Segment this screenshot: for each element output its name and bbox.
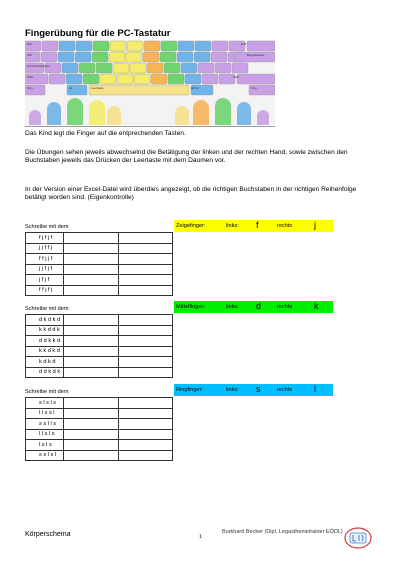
right-key: k: [314, 301, 319, 311]
keyboard-key: [212, 41, 228, 51]
answer-cell[interactable]: [118, 254, 172, 265]
paragraph-3: In der Version einer Excel-Datei wird überdies angezeigt, ob die richtigen Buchstaben in der richtigen Reihenfolge betätigt worden sind. (Eigenkontrolle): [25, 186, 357, 202]
answer-cell[interactable]: [64, 264, 118, 275]
links-label: links:: [226, 304, 239, 310]
answer-cell[interactable]: [64, 275, 118, 286]
key-label-enter: Eingabetaste: [247, 53, 265, 57]
answer-cell[interactable]: [64, 450, 118, 461]
key-label-ctrl-left: Strg: [27, 86, 33, 90]
keyboard-key: [113, 63, 129, 73]
keyboard-key: [62, 63, 78, 73]
answer-cell[interactable]: [118, 285, 172, 296]
answer-cell[interactable]: [64, 440, 118, 451]
exercise-word: s s l s l: [26, 450, 64, 461]
answer-cell[interactable]: [118, 346, 172, 357]
exercise-word: k d k d: [26, 357, 64, 368]
fingertip: [193, 100, 209, 125]
exercise-word: k k d d k: [26, 325, 64, 336]
fingertip: [29, 110, 41, 125]
exercise-word: s s l l s: [26, 419, 64, 430]
keyboard-key: [75, 52, 91, 62]
exercise-word: l l s s l: [26, 408, 64, 419]
keyboard-key: [195, 41, 211, 51]
keyboard-key: [164, 63, 180, 73]
answer-cell[interactable]: [118, 398, 172, 409]
finger-name: Mittelfinger:: [176, 304, 205, 310]
key-label-esc: Esc: [27, 42, 33, 46]
keyboard-key: [143, 52, 159, 62]
keyboard-key: [232, 63, 248, 73]
paragraph-1: Das Kind legt die Finger auf die entprechenden Tasten.: [25, 130, 186, 137]
left-key: d: [256, 301, 262, 311]
key-label-alt: Alt: [69, 86, 73, 90]
answer-cell[interactable]: [118, 325, 172, 336]
exercise-1-header: [174, 220, 333, 232]
answer-cell[interactable]: [118, 419, 172, 430]
keyboard-key: [76, 41, 92, 51]
exercise-2-prompt: Schreibe mit dem: [25, 306, 69, 312]
answer-cell[interactable]: [118, 233, 172, 244]
author-credit: Burkhard Becker (Dipl. Legasthenietrainer EÖDL): [222, 529, 343, 535]
answer-cell[interactable]: [64, 346, 118, 357]
keyboard-key: [185, 74, 201, 84]
keyboard-key: [89, 85, 189, 95]
answer-cell[interactable]: [118, 357, 172, 368]
keyboard-key: [59, 41, 75, 51]
exercise-word: j j f f j: [26, 243, 64, 254]
paragraph-2: Die Übungen sehen jeweils abwechselnd die Betätigung der linken und der rechten Hand, sowie zwischen den Buchstaben jeweils das Drücken der Leertaste mit dem Daumen vor.: [25, 149, 348, 165]
keyboard-key: [181, 63, 197, 73]
eodl-logo: [343, 526, 373, 550]
keyboard-key: [161, 41, 177, 51]
answer-cell[interactable]: [64, 315, 118, 326]
fingertip: [237, 102, 251, 125]
table-row: [26, 440, 173, 451]
keyboard-key: [93, 41, 109, 51]
rechts-label: rechts: [277, 387, 293, 393]
table-row: [26, 325, 173, 336]
table-row: [26, 408, 173, 419]
left-key: s: [256, 384, 261, 394]
exercise-word: k k d k d: [26, 346, 64, 357]
key-label-del: Entf: [241, 42, 247, 46]
exercise-1-prompt: Schreibe mit dem: [25, 224, 69, 230]
table-row: [26, 367, 173, 378]
document-title: Fingerübung für die PC-Tastatur: [25, 28, 171, 39]
exercise-2-table: [25, 314, 173, 378]
keyboard-key: [79, 63, 95, 73]
fingertip: [67, 98, 83, 125]
exercise-word: l l s l s: [26, 429, 64, 440]
answer-cell[interactable]: [118, 336, 172, 347]
keyboard-key: [100, 74, 116, 84]
key-label-ctrl-right: Strg: [251, 86, 257, 90]
keyboard-key: [247, 41, 275, 51]
fingertip: [175, 106, 189, 125]
answer-cell[interactable]: [64, 398, 118, 409]
keyboard-key: [96, 63, 112, 73]
keyboard-key: [126, 52, 142, 62]
table-row: [26, 275, 173, 286]
keyboard-key: [178, 41, 194, 51]
keyboard-key: [147, 63, 163, 73]
key-label-altgr: Alt Gr: [191, 86, 199, 90]
exercise-word: j f j f: [26, 275, 64, 286]
answer-cell[interactable]: [118, 315, 172, 326]
table-row: [26, 450, 173, 461]
exercise-3-prompt: Schreibe mit dem: [25, 389, 69, 395]
table-row: [26, 336, 173, 347]
answer-cell[interactable]: [64, 243, 118, 254]
keyboard-key: [211, 52, 227, 62]
answer-cell[interactable]: [64, 336, 118, 347]
exercise-word: f f j f j: [26, 285, 64, 296]
keyboard-key: [49, 74, 65, 84]
keyboard-key: [42, 41, 58, 51]
table-row: [26, 398, 173, 409]
exercise-word: l s l s: [26, 440, 64, 451]
exercise-word: f f j j f: [26, 254, 64, 265]
answer-cell[interactable]: [64, 357, 118, 368]
keyboard-key: [160, 52, 176, 62]
keyboard-key: [215, 63, 231, 73]
keyboard-illustration: [25, 40, 275, 125]
table-row: [26, 233, 173, 244]
key-label-space: Leertaste: [91, 86, 104, 90]
answer-cell[interactable]: [64, 254, 118, 265]
keyboard-key: [198, 63, 214, 73]
answer-cell[interactable]: [118, 429, 172, 440]
answer-cell[interactable]: [118, 243, 172, 254]
fingertip: [47, 102, 61, 125]
exercise-word: j j f j f: [26, 264, 64, 275]
keyboard-key: [83, 74, 99, 84]
keyboard-key: [117, 74, 133, 84]
answer-cell[interactable]: [64, 233, 118, 244]
rechts-label: rechts: [277, 304, 293, 310]
answer-cell[interactable]: [64, 419, 118, 430]
table-row: [26, 346, 173, 357]
answer-cell[interactable]: [64, 408, 118, 419]
right-key: l: [314, 384, 316, 394]
key-label-tab: Tab: [27, 53, 32, 57]
answer-cell[interactable]: [118, 275, 172, 286]
answer-cell[interactable]: [118, 264, 172, 275]
keyboard-key: [41, 52, 57, 62]
exercise-word: d k d k d: [26, 315, 64, 326]
exercise-1-table: [25, 232, 173, 296]
keyboard-key: [177, 52, 193, 62]
keyboard-key: [130, 63, 146, 73]
table-row: [26, 429, 173, 440]
table-row: [26, 357, 173, 368]
answer-cell[interactable]: [64, 285, 118, 296]
keyboard-key: [127, 41, 143, 51]
key-label-shift-left: Shift: [27, 75, 34, 79]
answer-cell[interactable]: [118, 367, 172, 378]
answer-cell[interactable]: [64, 325, 118, 336]
key-label-caps: Großschreibtaste: [27, 64, 51, 68]
table-row: [26, 254, 173, 265]
fingertip: [89, 100, 105, 125]
finger-name: Zeigefinger:: [176, 223, 206, 229]
exercise-word: s l s l s: [26, 398, 64, 409]
answer-cell[interactable]: [64, 367, 118, 378]
keyboard-key: [202, 74, 218, 84]
fingertip: [107, 106, 121, 125]
page-number: 1: [199, 534, 202, 540]
keyboard-key: [109, 52, 125, 62]
divider: [25, 126, 275, 127]
fingertip: [257, 110, 269, 125]
key-label-shift-right: Shift: [233, 75, 240, 79]
answer-cell[interactable]: [64, 429, 118, 440]
keyboard-key: [66, 74, 82, 84]
exercise-2-header: [174, 301, 333, 313]
keyboard-key: [237, 74, 275, 84]
table-row: [26, 264, 173, 275]
table-row: [26, 419, 173, 430]
finger-name: Ringfinger:: [176, 387, 204, 393]
keyboard-key: [168, 74, 184, 84]
exercise-3-header: [174, 384, 333, 396]
keyboard-key: [134, 74, 150, 84]
keyboard-key: [151, 74, 167, 84]
keyboard-key: [110, 41, 126, 51]
exercise-word: d d k k d: [26, 336, 64, 347]
table-row: [26, 285, 173, 296]
answer-cell[interactable]: [118, 408, 172, 419]
keyboard-key: [194, 52, 210, 62]
rechts-label: rechts: [277, 223, 293, 229]
links-label: links:: [226, 387, 239, 393]
table-row: [26, 243, 173, 254]
footer-label: Körperschema: [25, 531, 71, 538]
left-key: f: [256, 220, 259, 230]
links-label: links:: [226, 223, 239, 229]
table-row: [26, 315, 173, 326]
answer-cell[interactable]: [118, 450, 172, 461]
keyboard-key: [144, 41, 160, 51]
right-key: j: [314, 220, 316, 230]
exercise-3-table: [25, 397, 173, 461]
exercise-word: f j f j f: [26, 233, 64, 244]
exercise-word: d d k d k: [26, 367, 64, 378]
fingertip: [215, 98, 231, 125]
keyboard-key: [92, 52, 108, 62]
answer-cell[interactable]: [118, 440, 172, 451]
keyboard-key: [58, 52, 74, 62]
